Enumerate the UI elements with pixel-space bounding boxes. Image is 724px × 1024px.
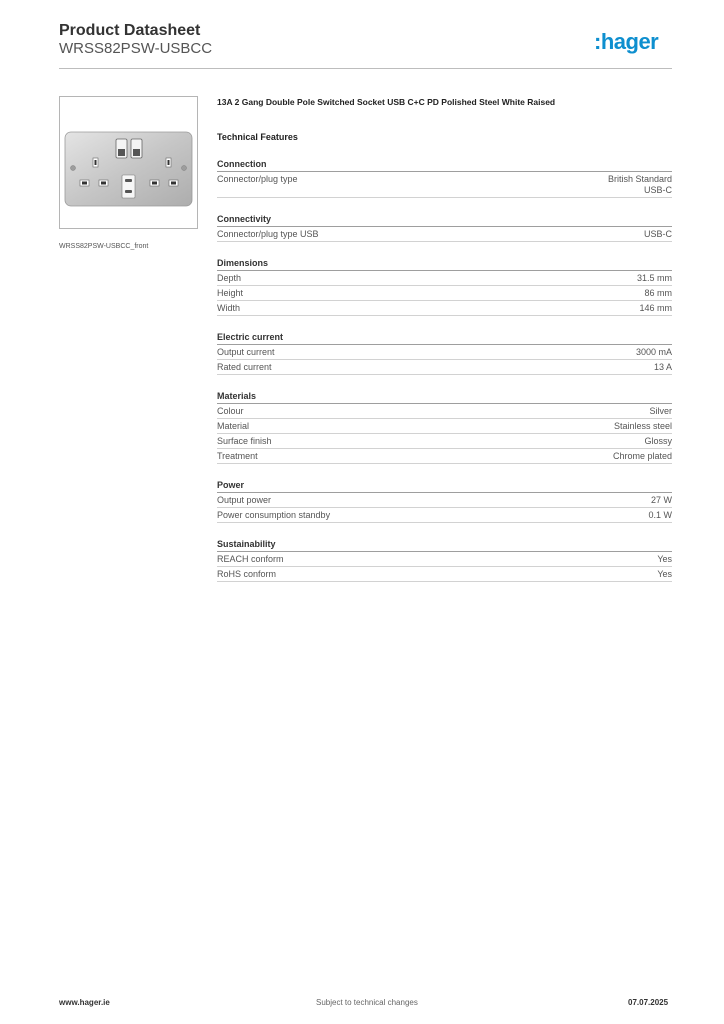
spec-label: Height: [217, 288, 244, 298]
spec-row: [217, 271, 672, 286]
footer-date: 07.07.2025: [628, 998, 669, 1007]
spec-label: Material: [217, 421, 250, 431]
technical-features-heading: Technical Features: [217, 132, 298, 142]
spec-row: [217, 227, 672, 242]
spec-section: [217, 257, 672, 316]
spec-value: 86 mm: [644, 288, 672, 298]
spec-value: 31.5 mm: [636, 273, 672, 283]
spec-row: [217, 508, 672, 523]
spec-label: REACH conform: [217, 554, 284, 564]
spec-section: [217, 538, 672, 582]
section-title: Dimensions: [217, 257, 672, 271]
spec-section: [217, 390, 672, 464]
spec-label: Connector/plug type USB: [217, 229, 319, 239]
spec-label: Connector/plug type: [217, 174, 298, 184]
section-title: Power: [217, 479, 672, 493]
spec-value: Glossy: [644, 436, 672, 446]
spec-label: Power consumption standby: [217, 510, 331, 520]
hager-logo: [594, 30, 658, 54]
spec-row: [217, 493, 672, 508]
spec-section: [217, 213, 672, 242]
spec-value: 146 mm: [639, 303, 672, 313]
spec-value: 27 W: [650, 495, 672, 505]
product-code: WRSS82PSW-USBCC: [59, 40, 213, 57]
spec-value: 3000 mA: [635, 347, 672, 357]
spec-label: Output power: [217, 495, 272, 505]
footer-disclaimer: Subject to technical changes: [316, 998, 418, 1007]
page-title: Product Datasheet: [59, 22, 201, 39]
screw-left: [71, 166, 76, 171]
section-title: Connectivity: [217, 213, 672, 227]
spec-value: USB-C: [643, 229, 672, 239]
footer-website: www.hager.ie: [59, 998, 110, 1007]
spec-label: Rated current: [217, 362, 272, 372]
screw-right: [182, 166, 187, 171]
section-title: Sustainability: [217, 538, 672, 552]
spec-value: Chrome plated: [612, 451, 672, 461]
usb-module: [122, 175, 135, 198]
spec-value: British Standard USB-C: [607, 174, 672, 195]
spec-label: Surface finish: [217, 436, 272, 446]
spec-value: Yes: [657, 569, 672, 579]
spec-row: [217, 449, 672, 464]
section-title: Connection: [217, 158, 672, 172]
spec-row: [217, 286, 672, 301]
spec-section: [217, 479, 672, 523]
section-title: Electric current: [217, 331, 672, 345]
spec-row: [217, 360, 672, 375]
socket-illustration: [60, 97, 197, 228]
spec-value: Yes: [657, 554, 672, 564]
section-title: Materials: [217, 390, 672, 404]
datasheet-content: [217, 96, 672, 582]
spec-row: [217, 404, 672, 419]
spec-row: [217, 567, 672, 582]
spec-row: [217, 345, 672, 360]
spec-label: Colour: [217, 406, 244, 416]
spec-row: [217, 419, 672, 434]
spec-section: [217, 331, 672, 375]
logo-text: :hager: [594, 29, 659, 54]
spec-label: Width: [217, 303, 241, 313]
spec-sections: [217, 158, 672, 582]
product-title: 13A 2 Gang Double Pole Switched Socket USB C+C PD Polished Steel White Raised: [217, 97, 556, 107]
spec-label: Output current: [217, 347, 275, 357]
header-divider: [59, 68, 672, 69]
spec-value: Silver: [649, 406, 672, 416]
spec-row: [217, 434, 672, 449]
image-caption: WRSS82PSW-USBCC_front: [59, 243, 149, 250]
spec-value: 13 A: [653, 362, 672, 372]
spec-row: [217, 172, 672, 198]
spec-value: 0.1 W: [648, 510, 672, 520]
spec-row: [217, 552, 672, 567]
spec-label: Treatment: [217, 451, 258, 461]
spec-value: Stainless steel: [613, 421, 672, 431]
spec-label: RoHS conform: [217, 569, 277, 579]
product-image-frame: [59, 96, 198, 229]
spec-row: [217, 301, 672, 316]
spec-label: Depth: [217, 273, 242, 283]
spec-section: [217, 158, 672, 198]
